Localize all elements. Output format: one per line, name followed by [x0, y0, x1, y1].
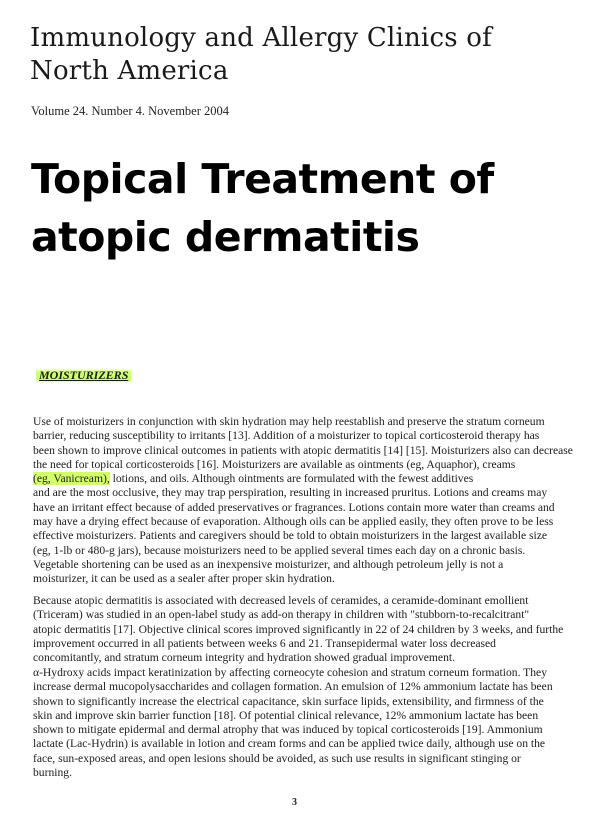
text-line: Because atopic dermatitis is associated with decreased levels of ceramides, a ceramide-dominant emollient: [33, 594, 529, 607]
text-line: Vegetable shortening can be used as an inexpensive moisturizer, and although petroleum jelly is not a: [33, 557, 504, 571]
text-line: concomitantly, and stratum corneum integrity and hydration showed gradual improvement.: [33, 651, 455, 665]
text-line: skin and improve skin barrier function [18]. Of potential clinical relevance, 12% ammonium lactate has been: [33, 708, 539, 722]
text-line: shown to mitigate epidermal and dermal atrophy that was induced by topical corticosteroids [19]. Ammonium: [33, 723, 543, 737]
page-number: 3: [292, 797, 297, 808]
text-line: and are the most occlusive, they may trap perspiration, resulting in increased pruritus. Lotions and creams may: [33, 486, 548, 500]
text-line: lactate (Lac-Hydrin) is available in lotion and cream forms and can be applied twice daily, although use on the: [33, 737, 546, 751]
text-line: (Triceram) was studied in an open-label study as add-on therapy in children with "stubborn-to-recalcitrant": [33, 608, 530, 622]
text-line: improvement occurred in all patients between weeks 6 and 21. Transepidermal water loss decreased: [33, 636, 496, 650]
article-title-line1: Topical Treatment of: [31, 155, 494, 203]
text-line: moisturizer, it can be used as a sealer after proper skin hydration.: [33, 572, 335, 586]
section-heading: MOISTURIZERS: [36, 368, 131, 383]
text-line: face, sun-exposed areas, and open lesions should be avoided, as such use results in significant stinging or: [33, 751, 521, 765]
text-line: (eg, 1-lb or 480-g jars), because moisturizers need to be applied several times each day on a chronic basis.: [33, 543, 526, 557]
text-line: been shown to improve clinical outcomes in patients with atopic dermatitis [14] [15]. Moisturizers also can decrease: [33, 443, 573, 457]
text-line: the need for topical corticosteroids [16]. Moisturizers are available as ointments (eg, Aquaphor), creams: [33, 457, 516, 471]
volume-issue: Volume 24. Number 4. November 2004: [31, 104, 230, 118]
text-line: burning.: [33, 766, 72, 780]
text-line: have an irritant effect because of added preservatives or fragrances. Lotions contain more water than creams and: [33, 500, 555, 514]
article-title-line2: atopic dermatitis: [31, 213, 420, 261]
scanned-page-body: [0, 360, 600, 825]
text-line: effective moisturizers. Patients and caregivers should be told to obtain moisturizers in the largest available size: [33, 529, 548, 543]
highlighted-phrase: (eg, Vanicream),: [33, 472, 110, 486]
paragraph-1: [33, 415, 595, 587]
text-line: Use of moisturizers in conjunction with skin hydration may help reestablish and preserve the stratum corneum: [33, 415, 545, 428]
journal-name-line1: Immunology and Allergy Clinics of: [30, 23, 492, 53]
text-line: atopic dermatitis [17]. Objective clinical scores improved significantly in 22 of 24 children by 3 weeks, and furthe: [33, 622, 564, 636]
text-line: shown to significantly increase the electrical capacitance, skin surface lipids, extensibility, and firmness of the: [33, 694, 544, 708]
article-title: [31, 150, 591, 266]
paragraph-2: [33, 594, 595, 665]
paragraph-3: [33, 666, 595, 780]
text-line: may have a drying effect because of evaporation. Although oils can be applied easily, they often prove to be less: [33, 515, 554, 529]
text-line: barrier, reducing susceptibility to irritants [13]. Addition of a moisturizer to topical corticosteroid therapy has: [33, 429, 540, 443]
text-line: increase dermal mucopolysaccharides and collagen formation. An emulsion of 12% ammonium lactate has been: [33, 680, 553, 694]
text-line: α-Hydroxy acids impact keratinization by affecting corneocyte cohesion and stratum corneum formation. They: [33, 666, 547, 679]
journal-name-line2: North America: [30, 56, 229, 86]
text-line-highlighted: (eg, Vanicream), lotions, and oils. Although ointments are formulated with the fewest additives: [33, 472, 474, 486]
journal-name: [30, 22, 590, 88]
